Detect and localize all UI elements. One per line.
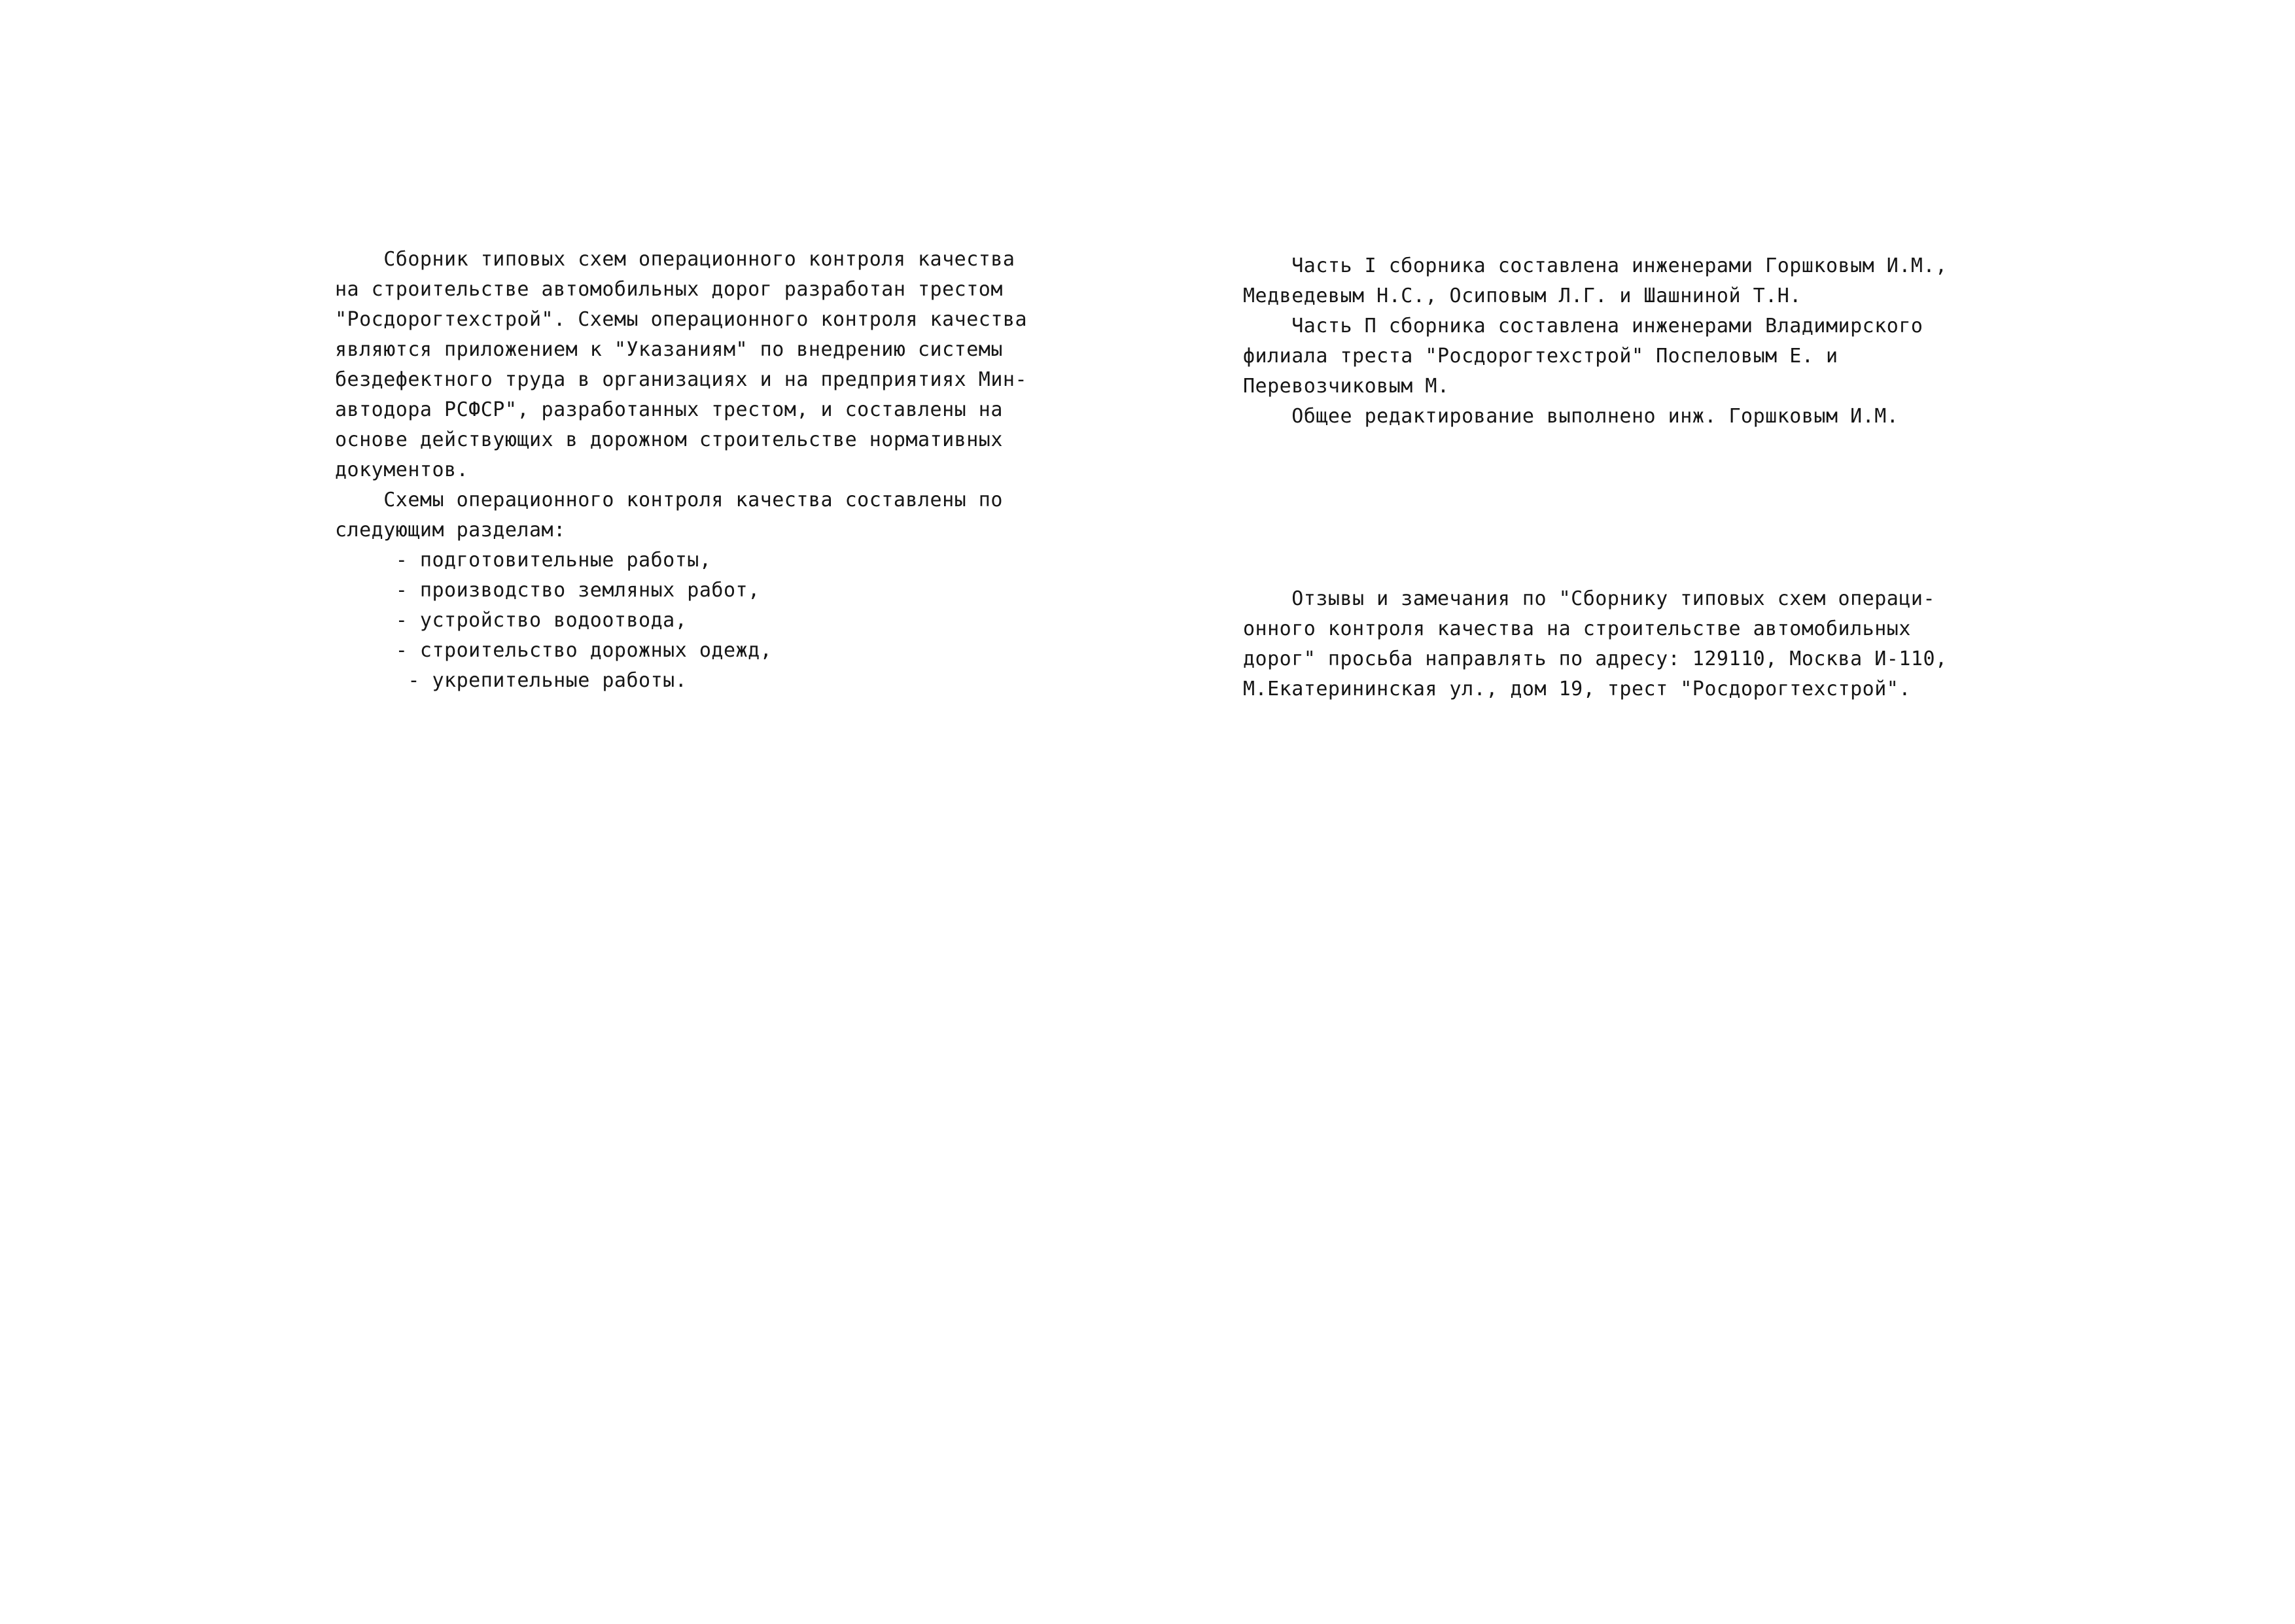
sections-intro-line: следующим разделам: <box>335 519 566 542</box>
credits-line: Часть П сборника составлена инженерами Владимирского <box>1243 315 1923 337</box>
intro-line: автодора РСФСР", разработанных трестом, и составлены на <box>335 398 1003 421</box>
intro-line: на строительстве автомобильных дорог разработан трестом <box>335 278 1003 301</box>
intro-line: являются приложением к "Указаниям" по внедрению системы <box>335 338 1003 361</box>
intro-text-block <box>335 245 1087 696</box>
intro-line: бездефектного труда в организациях и на предприятиях Мин- <box>335 368 1028 391</box>
section-list-item: - укрепительные работы. <box>335 669 688 692</box>
section-list-item: - производство земляных работ, <box>335 579 760 602</box>
section-list-item: - устройство водоотвода, <box>335 609 688 632</box>
credits-line: филиала треста "Росдорогтехстрой" Поспеловым Е. и <box>1243 345 1838 368</box>
intro-line: "Росдорогтехстрой". Схемы операционного контроля качества <box>335 308 1028 331</box>
intro-line: документов. <box>335 458 469 481</box>
intro-line: Сборник типовых схем операционного контроля качества <box>335 248 1015 271</box>
section-list-item: - подготовительные работы, <box>335 549 712 572</box>
credits-line: Медведевым Н.С., Осиповым Л.Г. и Шашниной Т.Н. <box>1243 285 1802 307</box>
section-list-item: - строительство дорожных одежд, <box>335 639 773 662</box>
feedback-line: М.Екатерининская ул., дом 19, трест "Росдорогтехстрой". <box>1243 678 1911 700</box>
feedback-line: онного контроля качества на строительстве автомобильных <box>1243 617 1911 640</box>
credits-line: Общее редактирование выполнено инж. Горшковым И.М. <box>1243 405 1899 428</box>
credits-line: Перевозчиковым М. <box>1243 375 1450 398</box>
feedback-line: дорог" просьба направлять по адресу: 129110, Москва И-110, <box>1243 648 1948 670</box>
credits-text-block <box>1243 251 1995 432</box>
sections-intro-line: Схемы операционного контроля качества составлены по <box>335 489 1003 511</box>
credits-line: Часть I сборника составлена инженерами Горшковым И.М., <box>1243 254 1948 277</box>
feedback-line: Отзывы и замечания по "Сборнику типовых схем операци- <box>1243 587 1936 610</box>
intro-line: основе действующих в дорожном строительстве нормативных <box>335 428 1003 451</box>
feedback-text-block <box>1243 584 1995 704</box>
